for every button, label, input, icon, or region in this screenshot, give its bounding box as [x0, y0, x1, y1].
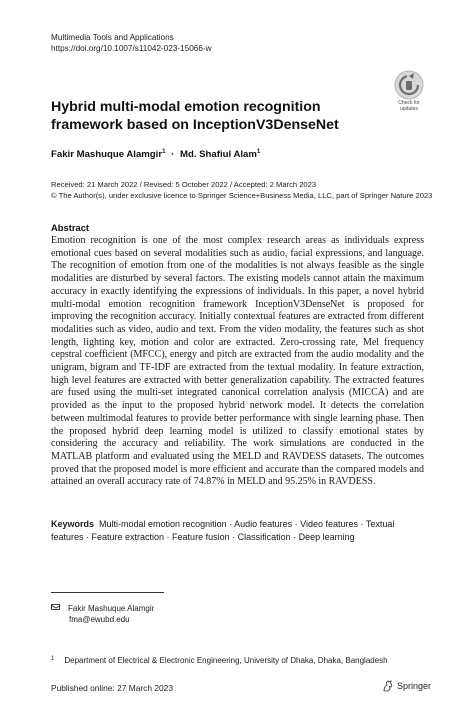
journal-name: Multimedia Tools and Applications	[51, 33, 174, 42]
article-history	[51, 180, 432, 201]
abstract-heading: Abstract	[51, 222, 90, 233]
corresponding-author-name: Fakir Mashuque Alamgir	[68, 604, 155, 613]
corresponding-author-email[interactable]: fma@ewubd.edu	[69, 615, 130, 624]
author-2-affiliation-ref: 1	[256, 149, 261, 155]
author-list	[51, 149, 260, 160]
author-1-affiliation-ref: 1	[162, 149, 166, 155]
journal-header	[51, 32, 212, 54]
check-for-updates-icon	[393, 69, 425, 101]
paper-title: Hybrid multi-modal emotion recognition framework based on InceptionV3DenseNet	[51, 99, 339, 133]
article-dates: Received: 21 March 2022 / Revised: 5 October 2022 / Accepted: 2 March 2023	[51, 180, 317, 189]
keywords-section	[51, 518, 424, 544]
footnote-divider	[51, 592, 164, 593]
check-for-updates-badge[interactable]	[393, 69, 425, 101]
springer-wordmark: Springer	[397, 681, 432, 691]
affiliation-text: Department of Electrical & Electronic Engineering, University of Dhaka, Dhaka, Bangladesh	[64, 656, 388, 665]
springer-horse-icon	[382, 680, 393, 692]
affiliation-footnote	[51, 656, 388, 665]
copyright-symbol: ©	[51, 190, 57, 200]
author-separator: ·	[171, 149, 175, 161]
copyright-text: The Author(s), under exclusive licence to Springer Science+Business Media, LLC, part of Springer Nature 2023	[58, 190, 433, 200]
correspondence-block	[51, 603, 154, 625]
copyright-line	[51, 191, 432, 202]
published-online-date: Published online: 27 March 2023	[51, 683, 173, 693]
envelope-icon	[51, 604, 60, 610]
springer-logo	[382, 680, 431, 692]
abstract-text: Emotion recognition is one of the most complex research areas as individuals express emotional cues based on several modalities such as audio, facial expressions, and language. The recognition of emotion from one of the modalities is not always feasible as the single modalities are disturbed by several factors. The existing models cannot attain the maximum accuracy in exactly identifying the expressions of individuals. In this paper, a novel hybrid multi-modal emotion recognition framework InceptionV3DenseNet is proposed for improving the recognition accuracy. Initially contextual features are extracted from different modalities such as video, audio and text. From the video modality, the features such as shot length, lighting key, motion and color are extracted. Zero-crossing rate, Mel frequency cepstral coefficient (MFCC), energy and pitch are extracted from the audio modality and the unigram, bigram and TF-IDF are extracted from the textual modality. In feature extraction, high level features are extracted with better generalization capability. The extracted features are fused using the multi-set integrated canonical correlation analysis (MICCA) and are provided as the input to the proposed hybrid network model. It detects the correlation between multimodal features to provide better performance with single learning phase. Then the proposed hybrid deep learning model is utilized to classify emotional states by considering the accuracy and reliability. The work simulations are conducted in the MATLAB platform and evaluated using the MELD and RAVDESS datasets. The outcomes proved that the proposed model is more efficient and accurate than the compared models and attained an overall accuracy rate of 74.87% in MELD and 95.25% in RAVDESS.	[51, 235, 424, 488]
check-for-updates-label: Check for updates	[398, 100, 420, 112]
affiliation-number: 1	[51, 656, 55, 662]
keywords-label: Keywords	[51, 519, 95, 529]
keywords-list: Multi-modal emotion recognition · Audio features · Video features · Textual features · Feature extraction · Feature fusion · Classification · Deep learning	[51, 519, 395, 542]
journal-doi-link[interactable]: https://doi.org/10.1007/s11042-023-15066-w	[51, 44, 212, 53]
author-name-1[interactable]: Fakir Mashuque Alamgir	[51, 149, 163, 161]
author-name-2[interactable]: Md. Shafiul Alam	[179, 149, 257, 161]
